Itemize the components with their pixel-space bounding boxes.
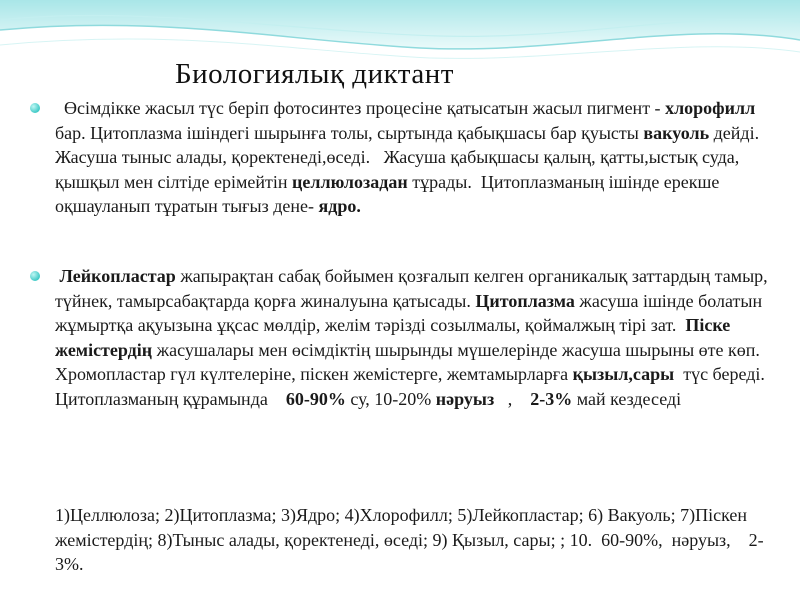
- text-segment: жасушалары мен өсімдіктің шырынды мүшелерінде жасуша шырыны өте көп. Хромопластар гүл күлтелеріне, піскен жемістерге, жемтамырларға: [55, 339, 769, 385]
- text-segment: ,: [494, 388, 531, 409]
- text-segment: жасуша ішінде болатын жұмыртқа ақуызына ұқсас мөлдір, желім тәрізді созылмалы, қоймалжың тірі зат.: [55, 290, 767, 336]
- bullet-icon: [30, 271, 40, 281]
- text-segment: дейді. Жасуша тыныс алады, қоректенеді,өседі. Жасуша қабықшасы қалың, қатты,ыстық суда, қышқыл мен сілтіде ерімейтін: [55, 122, 773, 192]
- term-cellulose: целлюлозадан: [292, 171, 408, 192]
- text-segment: бар. Цитоплазма ішіндегі шырынға толы, сыртында қабықшасы бар қуысты: [55, 98, 760, 143]
- term-vacuole: вакуоль: [643, 122, 710, 143]
- page-title: Биологиялық диктант: [175, 58, 454, 90]
- term-water-percent: 60-90%: [285, 388, 346, 409]
- term-red-yellow: қызыл,сары: [572, 364, 675, 385]
- text-segment: су, 10-20%: [345, 388, 436, 409]
- paragraph-1-text: [55, 96, 780, 219]
- bullet-icon: [30, 103, 40, 113]
- term-fat-percent: 2-3%: [530, 388, 573, 409]
- term-leucoplasts: Лейкопластар: [59, 266, 176, 286]
- text-segment: жапырақтан сабақ бойымен қозғалып келген органикалық заттардың тамыр, түйнек, тамырсабақтарда қорға жиналуына қатысады.: [55, 266, 773, 311]
- text-segment: түс береді. Цитоплазманың құрамында: [55, 364, 774, 409]
- term-protein: нәруыз: [435, 388, 495, 409]
- term-cytoplasm: Цитоплазма: [475, 290, 575, 311]
- paragraph-2-text: [55, 264, 780, 412]
- text-segment: Өсімдікке жасыл түс беріп фотосинтез процесіне қатысатын жасыл пигмент -: [55, 98, 666, 118]
- term-chlorophyll: хлорофилл: [665, 98, 756, 118]
- answer-key: 1)Целлюлоза; 2)Цитоплазма; 3)Ядро; 4)Хлорофилл; 5)Лейкопластар; 6) Вакуоль; 7)Піскен жемістердің; 8)Тыныс алады, қоректенеді, өседі; 9) Қызыл, сары; ; 10. 60-90%, нәруыз, 2-3%.: [55, 505, 764, 575]
- paragraph-1: [30, 96, 780, 219]
- text-segment: тұрады. Цитоплазманың ішінде ерекше оқшауланып тұратын тығыз дене-: [55, 171, 724, 217]
- paragraph-2: [30, 264, 780, 412]
- text-segment: май кездеседі: [572, 388, 682, 409]
- term-nucleus: ядро.: [318, 196, 361, 217]
- term-ripe-fruits: Піске жемістердің: [55, 315, 735, 360]
